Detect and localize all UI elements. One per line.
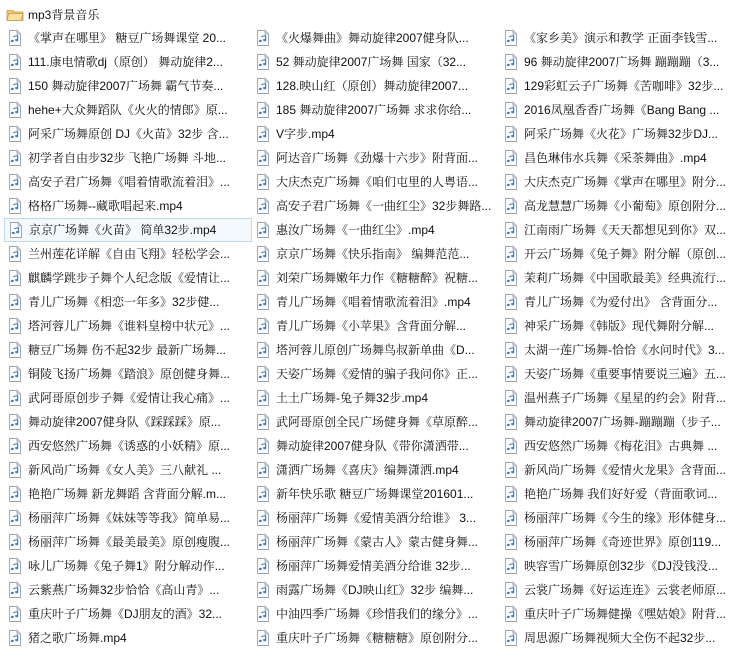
file-name-label: 重庆叶子广场舞《DJ朋友的酒》32...	[28, 607, 223, 621]
music-file-icon	[502, 197, 520, 215]
file-name-label: 糖豆广场舞 伤不起32步 最新广场舞...	[28, 343, 227, 357]
music-file-icon	[502, 341, 520, 359]
file-name-label: 大庆杰克广场舞《咱们屯里的人粤语...	[276, 175, 479, 189]
file-name-label: 大庆杰克广场舞《掌声在哪里》附分...	[524, 175, 727, 189]
music-file-icon	[502, 293, 520, 311]
music-file-icon	[6, 149, 24, 167]
music-file-icon	[502, 533, 520, 551]
file-name-label: 185 舞动旋律2007广场舞 求求你给...	[276, 103, 472, 117]
file-name-label: 杨丽萍广场舞《今生的缘》形体健身...	[524, 511, 727, 525]
file-item[interactable]	[4, 314, 252, 338]
music-file-icon	[502, 581, 520, 599]
music-file-icon	[6, 101, 24, 119]
file-item[interactable]	[500, 458, 744, 482]
file-item[interactable]	[252, 482, 500, 506]
music-file-icon	[254, 293, 272, 311]
music-file-icon	[6, 53, 24, 71]
file-item[interactable]	[4, 218, 252, 242]
music-file-icon	[254, 341, 272, 359]
file-item[interactable]	[500, 338, 744, 362]
file-name-label: 麒麟学跳步子舞个人纪念版《爱情让...	[28, 271, 231, 285]
music-file-icon	[6, 365, 24, 383]
music-file-icon	[254, 437, 272, 455]
file-item[interactable]	[252, 554, 500, 578]
music-file-icon	[6, 509, 24, 527]
music-file-icon	[6, 269, 24, 287]
file-name-label: 舞动旋律2007健身队《带你潇洒带...	[276, 439, 469, 453]
music-file-icon	[6, 605, 24, 623]
music-file-icon	[254, 605, 272, 623]
file-item[interactable]	[4, 602, 252, 626]
file-columns	[4, 26, 742, 666]
file-item[interactable]	[500, 530, 744, 554]
music-file-icon	[254, 245, 272, 263]
file-name-label: 武阿哥原创步子舞《爱情让我心痛》...	[28, 391, 231, 405]
music-file-icon	[6, 629, 24, 647]
file-item[interactable]	[500, 74, 744, 98]
file-item[interactable]	[252, 338, 500, 362]
file-name-label: 温州燕子广场舞《星星的约会》附背...	[524, 391, 727, 405]
file-name-label: 铜陵飞扬广场舞《踏浪》原创健身舞...	[28, 367, 231, 381]
music-file-icon	[6, 125, 24, 143]
file-item[interactable]	[500, 410, 744, 434]
file-name-label: 开云广场舞《兔子舞》附分解（原创...	[524, 247, 727, 261]
music-file-icon	[6, 437, 24, 455]
file-name-label: 2016凤凰香香广场舞《Bang Bang ...	[524, 103, 720, 117]
file-name-label: 云裳广场舞《好运连连》云裳老师原...	[524, 583, 727, 597]
file-name-label: 青儿广场舞《唱着情歌流着泪》.mp4	[276, 295, 471, 309]
music-file-icon	[254, 461, 272, 479]
file-item[interactable]	[500, 626, 744, 650]
music-file-icon	[254, 269, 272, 287]
file-name-label: 重庆叶子广场舞健操《嘿姑娘》附背...	[524, 607, 727, 621]
file-name-label: 云紫燕广场舞32步恰恰《高山青》...	[28, 583, 220, 597]
music-file-icon	[6, 317, 24, 335]
file-item[interactable]	[252, 218, 500, 242]
file-name-label: 天姿广场舞《爱情的骗子我问你》正...	[276, 367, 479, 381]
file-item[interactable]	[252, 314, 500, 338]
file-item[interactable]	[500, 386, 744, 410]
file-name-label: 青儿广场舞《小苹果》含背面分解...	[276, 319, 467, 333]
file-item[interactable]	[4, 554, 252, 578]
music-file-icon	[502, 413, 520, 431]
file-column-2	[252, 26, 500, 650]
music-file-icon	[502, 101, 520, 119]
music-file-icon	[502, 149, 520, 167]
file-item[interactable]	[500, 170, 744, 194]
music-file-icon	[254, 485, 272, 503]
file-name-label: hehe+大众舞蹈队《火火的情郎》原...	[28, 103, 228, 117]
file-name-label: 重庆叶子广场舞《糖糖糖》原创附分...	[276, 631, 479, 645]
file-name-label: 杨丽萍广场舞《蒙古人》蒙古健身舞...	[276, 535, 479, 549]
file-column-3	[500, 26, 744, 650]
file-name-label: 《火爆舞曲》舞动旋律2007健身队...	[276, 31, 469, 45]
file-item[interactable]	[4, 530, 252, 554]
file-item[interactable]	[252, 242, 500, 266]
file-name-label: 京京广场舞《快乐指南》 编舞范范...	[276, 247, 470, 261]
file-name-label: 杨丽萍广场舞《最美最美》原创瘦腹...	[28, 535, 231, 549]
music-file-icon	[254, 221, 272, 239]
file-item[interactable]	[4, 410, 252, 434]
file-item[interactable]	[4, 578, 252, 602]
file-item[interactable]	[4, 194, 252, 218]
music-file-icon	[6, 77, 24, 95]
music-file-icon	[502, 629, 520, 647]
music-file-icon	[254, 509, 272, 527]
file-item[interactable]	[252, 386, 500, 410]
music-file-icon	[6, 461, 24, 479]
file-name-label: 128.映山红（原创）舞动旋律2007...	[276, 79, 469, 93]
file-item[interactable]	[252, 98, 500, 122]
file-item[interactable]	[500, 242, 744, 266]
file-name-label: 高安子君广场舞《一曲红尘》32步舞路...	[276, 199, 492, 213]
file-item[interactable]	[4, 146, 252, 170]
file-item[interactable]	[4, 386, 252, 410]
file-name-label: 天姿广场舞《重要事情要说三遍》五...	[524, 367, 727, 381]
music-file-icon	[254, 557, 272, 575]
file-name-label: 兰州莲花详解《自由飞翔》轻松学会...	[28, 247, 231, 261]
folder-icon	[6, 6, 24, 24]
file-item[interactable]	[252, 122, 500, 146]
file-name-label: 雨露广场舞《DJ映山红》32步 编舞...	[276, 583, 474, 597]
file-name-label: 150 舞动旋律2007广场舞 霸气节奏...	[28, 79, 224, 93]
file-name-label: 52 舞动旋律2007广场舞 国家（32...	[276, 55, 467, 69]
file-name-label: 塔河蓉儿广场舞《谁料皇榜中状元》...	[28, 319, 231, 333]
music-file-icon	[6, 533, 24, 551]
file-item[interactable]	[500, 194, 744, 218]
file-name-label: 中油四季广场舞《珍惜我们的缘分》...	[276, 607, 479, 621]
file-item[interactable]	[4, 122, 252, 146]
music-file-icon	[502, 269, 520, 287]
music-file-icon	[6, 341, 24, 359]
file-item[interactable]	[4, 458, 252, 482]
file-item[interactable]	[500, 98, 744, 122]
file-item[interactable]	[500, 554, 744, 578]
music-file-icon	[6, 197, 24, 215]
music-file-icon	[502, 485, 520, 503]
file-name-label: 刘荣广场舞嫩年力作《糖糖醉》祝糖...	[276, 271, 479, 285]
file-name-label: V字步.mp4	[276, 127, 335, 141]
file-item[interactable]	[4, 362, 252, 386]
file-item[interactable]	[500, 290, 744, 314]
music-file-icon	[254, 29, 272, 47]
music-file-icon	[502, 245, 520, 263]
file-name-label: 阿采广场舞原创 DJ《火苗》32步 含...	[28, 127, 229, 141]
file-item[interactable]	[4, 482, 252, 506]
file-name-label: 艳艳广场舞 新龙舞蹈 含背面分解.m...	[28, 487, 227, 501]
music-file-icon	[254, 389, 272, 407]
file-name-label: 咏儿广场舞《兔子舞1》附分解动作...	[28, 559, 225, 573]
file-item[interactable]	[252, 26, 500, 50]
file-name-label: 舞动旋律2007广场舞-蹦蹦蹦（步子...	[524, 415, 721, 429]
music-file-icon	[254, 125, 272, 143]
file-item[interactable]	[500, 578, 744, 602]
file-item[interactable]	[252, 578, 500, 602]
music-file-icon	[502, 77, 520, 95]
file-item[interactable]	[4, 26, 252, 50]
file-name-label: 新风尚广场舞《爱情火龙果》含背面...	[524, 463, 727, 477]
music-file-icon	[254, 101, 272, 119]
file-item[interactable]	[252, 434, 500, 458]
file-name-label: 昌色琳伟水兵舞《采茶舞曲》.mp4	[524, 151, 707, 165]
music-file-icon	[6, 485, 24, 503]
file-name-label: 西安悠然广场舞《梅花泪》古典舞 ...	[524, 439, 718, 453]
file-name-label: 映容雪广场舞原创32步《DJ没钱没...	[524, 559, 719, 573]
file-item[interactable]	[500, 218, 744, 242]
file-name-label: 舞动旋律2007健身队《踩踩踩》原...	[28, 415, 221, 429]
file-name-label: 《掌声在哪里》 糖豆广场舞课堂 20...	[28, 31, 227, 45]
file-name-label: 杨丽萍广场舞《奇迹世界》原创119...	[524, 535, 722, 549]
file-item[interactable]	[252, 290, 500, 314]
file-item[interactable]	[252, 194, 500, 218]
file-item[interactable]	[500, 122, 744, 146]
music-file-icon	[6, 173, 24, 191]
file-name-label: 杨丽萍广场舞爱情美酒分给谁 32步...	[276, 559, 471, 573]
music-file-icon	[6, 413, 24, 431]
music-file-icon	[6, 557, 24, 575]
file-name-label: 塔河蓉儿原创广场舞鸟叔新单曲《D...	[276, 343, 475, 357]
file-name-label: 高安子君广场舞《唱着情歌流着泪》...	[28, 175, 231, 189]
music-file-icon	[502, 173, 520, 191]
file-item[interactable]	[252, 506, 500, 530]
music-file-icon	[6, 389, 24, 407]
file-name-label: 杨丽萍广场舞《妹妹等等我》简单易...	[28, 511, 231, 525]
music-file-icon	[254, 629, 272, 647]
file-item[interactable]	[4, 50, 252, 74]
file-item[interactable]	[252, 266, 500, 290]
file-item[interactable]	[252, 362, 500, 386]
file-item[interactable]	[252, 74, 500, 98]
file-item[interactable]	[4, 626, 252, 650]
file-name-label: 新年快乐歌 糖豆广场舞课堂201601...	[276, 487, 474, 501]
music-file-icon	[502, 29, 520, 47]
file-name-label: 新风尚广场舞《女人美》三八献礼 ...	[28, 463, 222, 477]
music-file-icon	[254, 173, 272, 191]
music-file-icon	[502, 437, 520, 455]
music-file-icon	[6, 29, 24, 47]
music-file-icon	[6, 293, 24, 311]
file-item[interactable]	[252, 146, 500, 170]
music-file-icon	[502, 317, 520, 335]
file-name-label: 阿达音广场舞《劲爆十六步》附背面...	[276, 151, 479, 165]
file-name-label: 潇洒广场舞《喜庆》编舞潇洒.mp4	[276, 463, 459, 477]
file-item[interactable]	[4, 434, 252, 458]
file-item[interactable]	[4, 338, 252, 362]
music-file-icon	[6, 581, 24, 599]
file-item[interactable]	[252, 410, 500, 434]
file-item[interactable]	[500, 146, 744, 170]
file-item[interactable]	[252, 530, 500, 554]
music-file-icon	[254, 365, 272, 383]
file-name-label: 江南雨广场舞《天天都想见到你》双...	[524, 223, 727, 237]
music-file-icon	[254, 77, 272, 95]
file-item[interactable]	[4, 242, 252, 266]
music-file-icon	[254, 581, 272, 599]
music-file-icon	[254, 533, 272, 551]
file-name-label: 惠汝广场舞《一曲红尘》.mp4	[276, 223, 435, 237]
music-file-icon	[254, 197, 272, 215]
file-item[interactable]	[4, 170, 252, 194]
music-file-icon	[502, 509, 520, 527]
file-name-label: 高龙慧慧广场舞《小葡萄》原创附分...	[524, 199, 727, 213]
file-item[interactable]	[500, 434, 744, 458]
music-file-icon	[502, 365, 520, 383]
file-name-label: 初学者自由步32步 飞艳广场舞 斗地...	[28, 151, 227, 165]
file-name-label: 《家乡美》演示和教学 正面李钱雪...	[524, 31, 718, 45]
file-name-label: 土土广场舞-兔子舞32步.mp4	[276, 391, 429, 405]
folder-title: mp3背景音乐	[28, 8, 100, 22]
file-name-label: 青儿广场舞《相恋一年多》32步健...	[28, 295, 220, 309]
file-item[interactable]	[4, 98, 252, 122]
file-name-label: 111.康电情歌dj（原创） 舞动旋律2...	[28, 55, 223, 69]
file-name-label: 京京广场舞《火苗》 简单32步.mp4	[29, 223, 217, 237]
file-item[interactable]	[500, 362, 744, 386]
file-item[interactable]	[500, 314, 744, 338]
file-item[interactable]	[252, 50, 500, 74]
file-item[interactable]	[500, 602, 744, 626]
music-file-icon	[502, 605, 520, 623]
folder-header	[4, 4, 742, 26]
music-file-icon	[502, 389, 520, 407]
music-file-icon	[502, 557, 520, 575]
file-name-label: 96 舞动旋律2007广场舞 蹦蹦蹦（3...	[524, 55, 720, 69]
file-item[interactable]	[4, 290, 252, 314]
file-name-label: 神采广场舞《韩版》现代舞附分解...	[524, 319, 715, 333]
music-file-icon	[502, 461, 520, 479]
file-name-label: 武阿哥原创全民广场健身舞《草原醉...	[276, 415, 479, 429]
music-file-icon	[254, 317, 272, 335]
file-item[interactable]	[500, 26, 744, 50]
file-name-label: 格格广场舞--藏歌唱起来.mp4	[28, 199, 183, 213]
file-item[interactable]	[500, 482, 744, 506]
file-name-label: 艳艳广场舞 我们好好爱（背面歌词...	[524, 487, 718, 501]
file-name-label: 太湖一莲广场舞-恰恰《水问时代》3...	[524, 343, 725, 357]
music-file-icon	[502, 53, 520, 71]
file-name-label: 茉莉广场舞《中国歌最美》经典流行...	[524, 271, 727, 285]
music-file-icon	[502, 221, 520, 239]
music-file-icon	[254, 413, 272, 431]
file-item[interactable]	[252, 626, 500, 650]
file-item[interactable]	[4, 74, 252, 98]
music-file-icon	[502, 125, 520, 143]
file-name-label: 西安悠然广场舞《诱惑的小妖精》原...	[28, 439, 231, 453]
file-name-label: 青儿广场舞《为爱付出》 含背面分...	[524, 295, 718, 309]
music-file-icon	[7, 221, 25, 239]
file-name-label: 129彩虹云子广场舞《苦咖啡》32步...	[524, 79, 724, 93]
file-name-label: 猪之歌广场舞.mp4	[28, 631, 127, 645]
file-item[interactable]	[500, 50, 744, 74]
music-file-icon	[254, 149, 272, 167]
file-item[interactable]	[4, 506, 252, 530]
music-file-icon	[254, 53, 272, 71]
file-item[interactable]	[252, 602, 500, 626]
music-file-icon	[6, 245, 24, 263]
file-name-label: 杨丽萍广场舞《爱情美酒分给谁》 3...	[276, 511, 477, 525]
file-item[interactable]	[500, 506, 744, 530]
file-item[interactable]	[4, 266, 252, 290]
file-column-1	[4, 26, 252, 650]
file-item[interactable]	[252, 458, 500, 482]
file-name-label: 阿采广场舞《火花》广场舞32步DJ...	[524, 127, 719, 141]
file-item[interactable]	[500, 266, 744, 290]
file-item[interactable]	[252, 170, 500, 194]
file-name-label: 周思源广场舞视频大全伤不起32步...	[524, 631, 716, 645]
